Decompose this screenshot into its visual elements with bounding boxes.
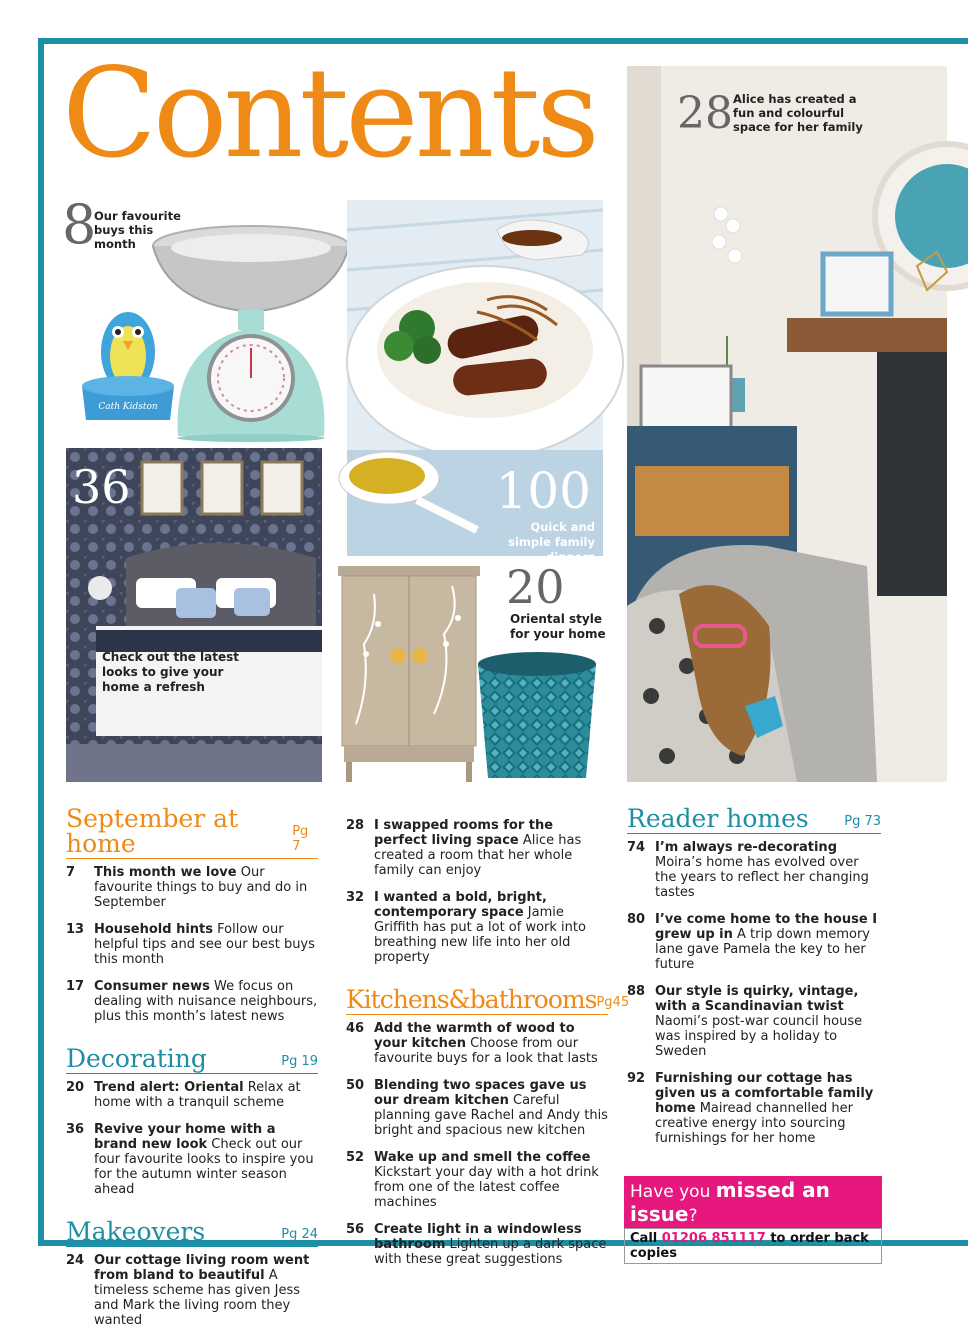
section-makeovers-page: Pg 24: [281, 1227, 318, 1242]
section-reader-header[interactable]: [627, 806, 881, 834]
teal-vase-image: [474, 648, 600, 782]
contents-entry[interactable]: 92 Furnishing our cottage has given us a comfortable family home Mairead channelled her creative energy into sourcing furnishings for her home: [627, 1071, 874, 1146]
section-decorating-title: Decorating: [66, 1044, 207, 1073]
contents-entry[interactable]: 20 Trend alert: Oriental Relax at home with a tranquil scheme: [66, 1080, 301, 1110]
bird-timer-brand: Cath Kidston: [98, 402, 158, 412]
contents-entry[interactable]: 56 Create light in a windowless bathroom Lighten up a dark space with these great suggestions: [346, 1222, 607, 1267]
section-makeovers-header[interactable]: [66, 1219, 318, 1247]
living-room-photo[interactable]: [627, 66, 947, 782]
contents-entry[interactable]: 46 Add the warmth of wood to your kitchen Choose from our favourite buys for a look that lasts: [346, 1021, 598, 1066]
section-reader-title: Reader homes: [627, 804, 809, 833]
feature-oriental-number: 20: [506, 560, 565, 614]
contents-entry[interactable]: 13 Household hints Follow our helpful tips and see our best buys this month: [66, 922, 315, 967]
feature-bedroom-number: 36: [72, 460, 131, 514]
bird-timer-image: [78, 278, 178, 422]
contents-entry[interactable]: 24 Our cottage living room went from bland to beautiful A timeless scheme has given Jess and Mark the living room they wanted: [66, 1253, 310, 1328]
feature-buys-number: 8: [62, 193, 97, 256]
contents-entry[interactable]: 17 Consumer news We focus on dealing with nuisance neighbours, plus this month’s latest news: [66, 979, 318, 1024]
living-room-image: [627, 66, 947, 782]
promo-call-line: Call 01206 851117 to order back copies: [624, 1228, 882, 1264]
contents-column-left: [66, 806, 318, 1340]
contents-entry[interactable]: 36 Revive your home with a brand new look Check out our four favourite looks to inspire you for the autumn winter season ahead: [66, 1122, 314, 1197]
section-kitchens-title: Kitchens&bathrooms: [346, 985, 597, 1014]
dinner-photo[interactable]: [347, 200, 603, 564]
feature-bedroom-text: Check out the latest looks to give your home a refresh: [102, 650, 240, 694]
section-decorating-page: Pg 19: [281, 1054, 318, 1069]
contents-entry[interactable]: 32 I wanted a bold, bright, contemporary space Jamie Griffith has put a lot of work into breathing new life into her old property: [346, 890, 586, 965]
contents-column-middle: [346, 818, 630, 1279]
promo-headline: Have you missed an issue?: [624, 1176, 882, 1228]
feature-alice-number: 28: [677, 88, 733, 139]
feature-dinners-number: 100: [495, 462, 591, 520]
contents-entry[interactable]: 7 This month we love Our favourite things to buy and do in September: [66, 865, 308, 910]
section-september-page: Pg 7: [292, 824, 309, 854]
feature-dinners-text: Quick and simple family dinners: [508, 520, 595, 564]
promo-phone[interactable]: 01206 851117: [661, 1231, 766, 1246]
contents-entry[interactable]: 88 Our style is quirky, vintage, with a Scandinavian twist Naomi’s post-war council house was inspired by a holiday to Sweden: [627, 984, 863, 1059]
feature-oriental-text: Oriental style for your home: [510, 612, 606, 641]
contents-entry[interactable]: 52 Wake up and smell the coffee Kickstart your day with a hot drink from one of the latest coffee machines: [346, 1150, 599, 1210]
section-september-header[interactable]: [66, 806, 318, 859]
back-issues-promo[interactable]: [624, 1176, 882, 1264]
section-kitchens-page: Pg45: [596, 995, 630, 1010]
oriental-cabinet-image: [334, 564, 484, 782]
section-decorating-header[interactable]: [66, 1046, 318, 1074]
contents-column-right: [627, 806, 881, 1158]
section-reader-page: Pg 73: [844, 814, 881, 829]
feature-alice-text: Alice has created a fun and colourful space for her family: [733, 92, 863, 134]
bedroom-photo[interactable]: [66, 448, 322, 782]
contents-entry[interactable]: 80 I’ve come home to the house I grew up in A trip down memory lane gave Pamela the key to her future: [627, 912, 878, 972]
section-kitchens-header[interactable]: [346, 985, 630, 1015]
section-september-title: September at home: [66, 804, 239, 858]
feature-oriental[interactable]: [334, 562, 612, 782]
contents-entry[interactable]: 28 I swapped rooms for the perfect living space Alice has created a room that her whole family can enjoy: [346, 818, 582, 878]
contents-entry[interactable]: 50 Blending two spaces gave us our dream kitchen Careful planning gave Rachel and Andy this bright and spacious new kitchen: [346, 1078, 608, 1138]
section-makeovers-title: Makeovers: [66, 1217, 206, 1246]
feature-buys-text: Our favourite buys this month: [94, 209, 181, 251]
feature-buys[interactable]: [62, 193, 342, 438]
contents-entry[interactable]: 74 I’m always re-decorating Moira’s home has evolved over the years to reflect her changing tastes: [627, 840, 869, 900]
page-title: Contents: [62, 42, 596, 186]
